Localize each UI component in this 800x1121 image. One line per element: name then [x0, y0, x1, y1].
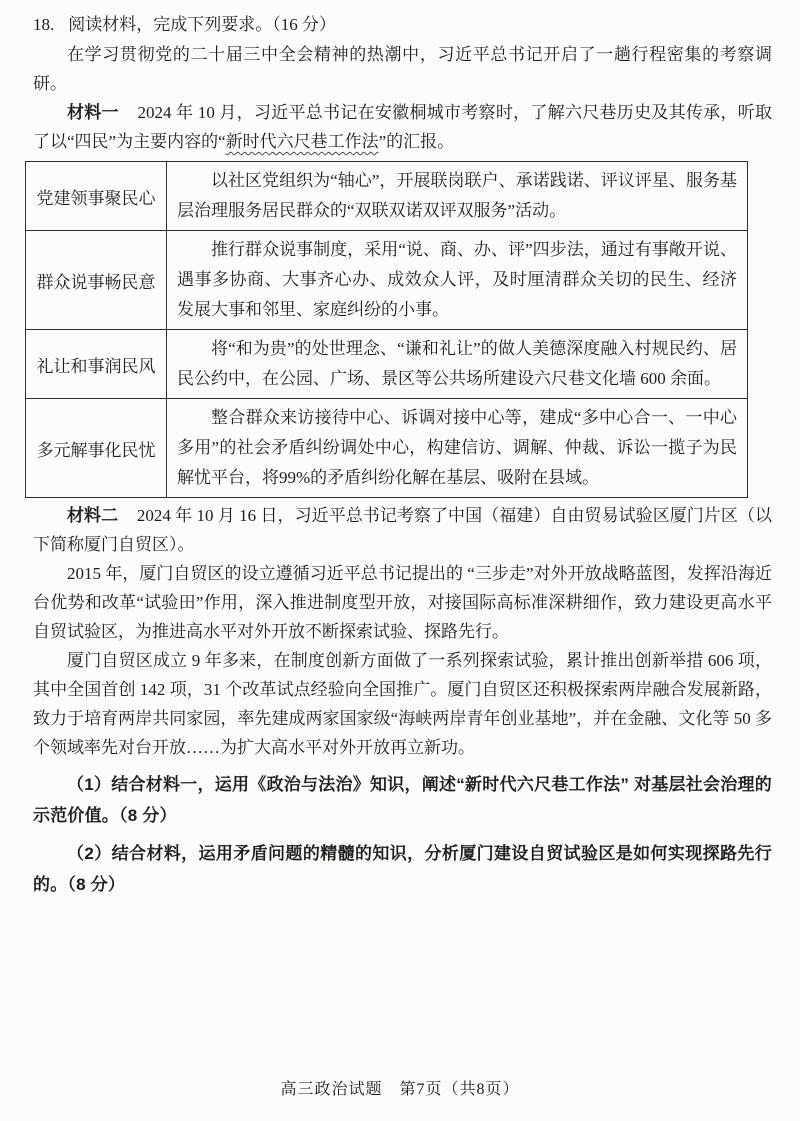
table-row [26, 231, 748, 330]
table-row-title: 礼让和事润民风 [26, 330, 167, 399]
sub-question-1: （1）结合材料一，运用《政治与法治》知识，阐述“新时代六尺巷工作法” 对基层社会治理的示范价值。（8 分） [33, 775, 772, 825]
material1-paragraph [33, 98, 772, 156]
table-row-content-cell [167, 231, 748, 330]
question-number: 18. [33, 15, 55, 34]
question-heading [33, 10, 772, 40]
material1-underlined-phrase: 新时代六尺巷工作法 [225, 132, 379, 151]
table-row [26, 162, 748, 231]
table-row [26, 330, 748, 399]
material1-text-before: 2024 年 10 月，习近平总书记在安徽桐城市考察时，了解六尺巷历史及其传承，听取了以“四民”为主要内容的“ [33, 103, 773, 151]
page-footer: 高三政治试题 第7页（共8页） [280, 1081, 520, 1098]
worklaw-table [25, 161, 748, 498]
para-2015: 2015 年，厦门自贸区的设立遵循习近平总书记提出的 “三步走”对外开放战略蓝图，发挥沿海近台优势和改革“试验田”作用，深入推进制度型开放，对接国际高标准深耕细作，致力建设更高水平自贸试验区，为推进高水平对外开放不断探索试验、探路先行。 [33, 564, 772, 641]
table-row-content: 推行群众说事制度，采用“说、商、办、评”四步法，通过有事敞开说、遇事多协商、大事齐心办、成效众人评，及时厘清群众关切的民生、经济发展大事和邻里、家庭纠纷的小事。 [177, 240, 737, 319]
table-row-content: 将“和为贵”的处世理念、“谦和礼让”的做人美德深度融入村规民约、居民公约中，在公园、广场、景区等公共场所建设六尺巷文化墙 600 余面。 [177, 339, 737, 388]
table-row-title: 党建领事聚民心 [26, 162, 167, 231]
table-row [26, 399, 748, 498]
material2-paragraph [33, 501, 772, 559]
table-row-content: 以社区党组织为“轴心”，开展联岗联户、承诺践诺、评议评星、服务基层治理服务居民群众的“双联双诺双评双服务”活动。 [177, 171, 737, 220]
table-row-title: 多元解事化民忧 [26, 399, 167, 498]
material1-text-after: ”的汇报。 [378, 132, 455, 151]
table-row-content: 整合群众来访接待中心、诉调对接中心等，建成“多中心合一、一中心多用”的社会矛盾纠纷调处中心，构建信访、调解、仲裁、诉讼一揽子为民解忧平台，将99%的矛盾纠纷化解在基层、吸附在县域。 [177, 408, 737, 487]
question-prompt: 阅读材料，完成下列要求。（16 分） [68, 15, 336, 34]
para-nine-years: 厦门自贸区成立 9 年多来，在制度创新方面做了一系列探索试验，累计推出创新举措 606 项，其中全国首创 142 项，31 个改革试点经验向全国推广。厦门自贸区还积极探索两岸融合发展新路，致力于培育两岸共同家园，率先建成两家国家级“海峡两岸青年创业基地”，并在金融、文化等 50 多个领域率先对台开放……为扩大高水平对外开放再立新功。 [33, 651, 772, 757]
intro-paragraph: 在学习贯彻党的二十届三中全会精神的热潮中，习近平总书记开启了一趟行程密集的考察调研。 [33, 45, 772, 93]
table-row-content-cell [167, 399, 748, 498]
material1-label: 材料一 [67, 103, 119, 122]
sub-question-2: （2）结合材料，运用矛盾问题的精髓的知识，分析厦门建设自贸试验区是如何实现探路先行的。（8 分） [33, 844, 772, 894]
table-row-content-cell [167, 330, 748, 399]
table-row-content-cell [167, 162, 748, 231]
material2-text: 2024 年 10 月 16 日，习近平总书记考察了中国（福建）自由贸易试验区厦门片区（以下简称厦门自贸区）。 [33, 506, 773, 554]
material2-label: 材料二 [67, 506, 119, 525]
table-row-title: 群众说事畅民意 [26, 231, 167, 330]
